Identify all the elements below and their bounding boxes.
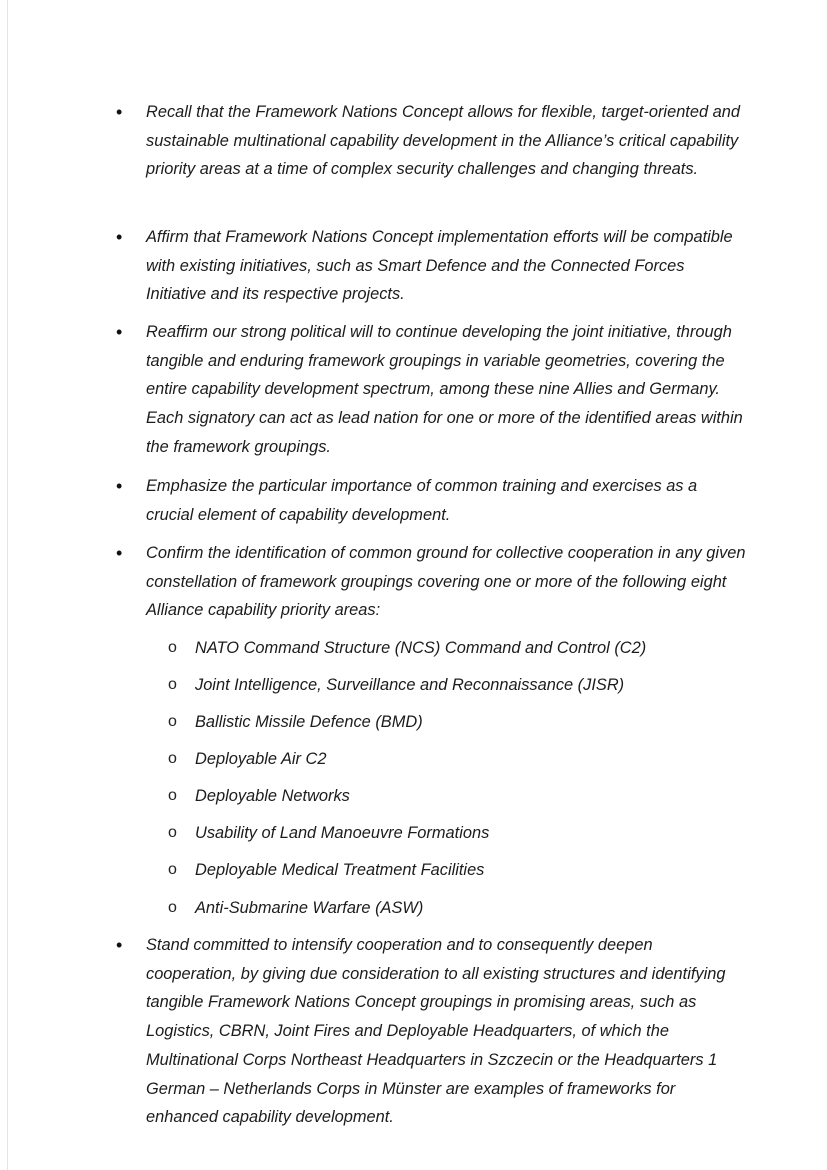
priority-area-item: Anti-Submarine Warfare (ASW) [195, 899, 424, 917]
bullet-reaffirm: Reaffirm our strong political will to continue developing the joint initiative, through tangible and enduring framework groupings in variable geometries, covering the entire capability development spectrum, among these nine Allies and Germany. Each signatory can act as lead nation for one or more of the identified areas within the framework groupings. [146, 323, 743, 456]
priority-area-item: Deployable Medical Treatment Facilities [195, 861, 485, 879]
bullet-confirm: Confirm the identification of common ground for collective cooperation in any given constellation of framework groupings covering one or more of the following eight Alliance capability priority areas: [146, 544, 746, 620]
bullet-recall: Recall that the Framework Nations Concept allows for flexible, target-oriented and sustainable multinational capability development in the Alliance’s critical capability priority areas at a time of complex security challenges and changing threats. [146, 103, 740, 179]
sub-bullet-marker: o [168, 676, 177, 693]
bullet-marker: • [116, 322, 123, 342]
sub-bullet-marker: o [168, 787, 177, 804]
sub-bullet-marker: o [168, 639, 177, 656]
bullet-emphasize: Emphasize the particular importance of common training and exercises as a crucial element of capability development. [146, 477, 698, 524]
sub-bullet-marker: o [168, 861, 177, 878]
priority-area-item: Deployable Networks [195, 787, 350, 805]
bullet-marker: • [116, 102, 123, 122]
bullet-stand-committed: Stand committed to intensify cooperation and to consequently deepen cooperation, by giving due consideration to all existing structures and identifying tangible Framework Nations Concept groupings in promising areas, such as Logistics, CBRN, Joint Fires and Deployable Headquarters, of which the Multinational Corps Northeast Headquarters in Szczecin or the Headquarters 1 German – Netherlands Corps in Münster are examples of frameworks for enhanced capability development. [146, 936, 726, 1127]
bullet-marker: • [116, 543, 123, 563]
bullet-marker: • [116, 935, 123, 955]
priority-area-item: Joint Intelligence, Surveillance and Reconnaissance (JISR) [195, 676, 625, 694]
priority-area-item: Deployable Air C2 [195, 750, 327, 768]
priority-area-item: NATO Command Structure (NCS) Command and Control (C2) [195, 639, 647, 657]
sub-bullet-marker: o [168, 824, 177, 841]
sub-bullet-marker: o [168, 899, 177, 916]
sub-bullet-marker: o [168, 713, 177, 730]
priority-area-item: Ballistic Missile Defence (BMD) [195, 713, 423, 731]
bullet-marker: • [116, 476, 123, 496]
bullet-affirm: Affirm that Framework Nations Concept implementation efforts will be compatible with existing initiatives, such as Smart Defence and the Connected Forces Initiative and its respective projects. [146, 228, 733, 304]
sub-bullet-marker: o [168, 750, 177, 767]
priority-area-item: Usability of Land Manoeuvre Formations [195, 824, 490, 842]
bullet-marker: • [116, 227, 123, 247]
